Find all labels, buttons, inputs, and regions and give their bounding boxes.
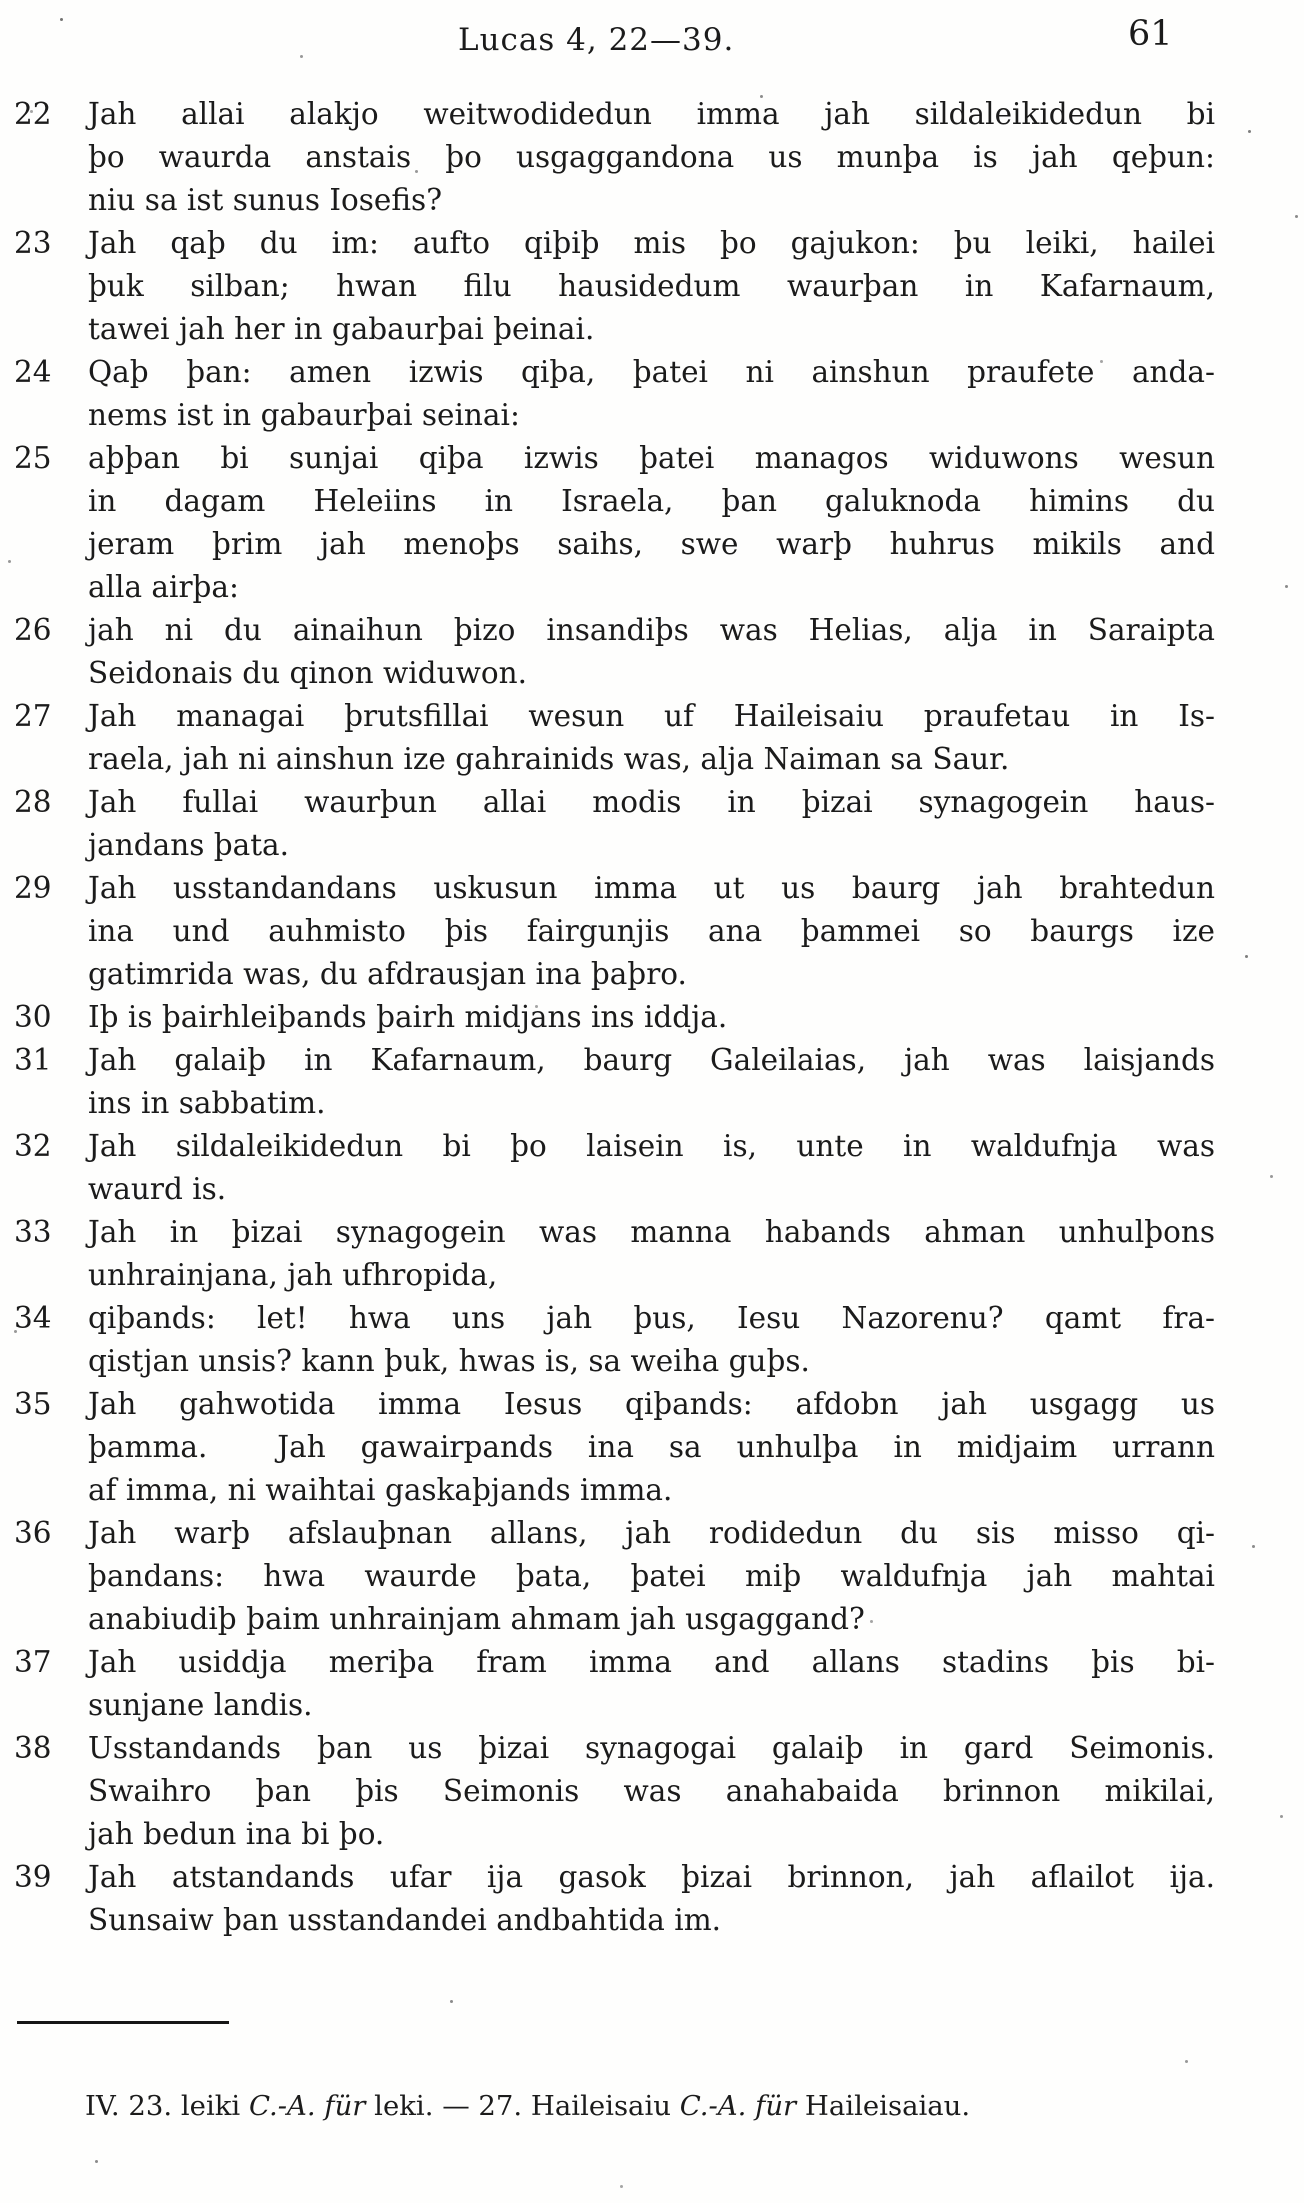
- verse-text: [88, 1297, 1215, 1383]
- verse-text: [88, 1641, 1215, 1727]
- verse-text: [88, 996, 1215, 1039]
- footnote-segment: Haileisaiau.: [796, 2090, 971, 2122]
- page-header: [0, 0, 1304, 90]
- verse-line: Jah allai alakjo weitwodidedun imma jah sildaleikidedun bi: [88, 97, 1215, 131]
- verse-line: niu sa ist sunus Iosefis?: [88, 183, 443, 217]
- verse-text: [88, 1125, 1215, 1211]
- verse-line: qistjan unsis? kann þuk, hwas is, sa weiha guþs.: [88, 1344, 810, 1378]
- verse-row: [14, 1039, 1215, 1125]
- verse-line: Sunsaiw þan usstandandei andbahtida im.: [88, 1903, 722, 1937]
- verse-number: 31: [14, 1043, 52, 1077]
- verse-line: gatimrida was, du afdrausjan ina þaþro.: [88, 957, 687, 991]
- verse-text: [88, 781, 1215, 867]
- verse-row: [14, 1297, 1215, 1383]
- verse-number: 37: [14, 1645, 52, 1679]
- verse-number: 36: [14, 1516, 52, 1550]
- verse-line: Jah sildaleikidedun bi þo laisein is, unte in waldufnja was: [88, 1129, 1215, 1163]
- verse-line: alla airþa:: [88, 570, 239, 604]
- page-number: 61: [1128, 14, 1173, 54]
- verse-line: Jah managai þrutsfillai wesun uf Haileisaiu praufetau in Is-: [88, 699, 1215, 733]
- verse-row: [14, 695, 1215, 781]
- verse-text: [88, 695, 1215, 781]
- verse-line: jah bedun ina bi þo.: [88, 1817, 385, 1851]
- verse-text: [88, 222, 1215, 351]
- verse-text: [88, 1856, 1215, 1942]
- verse-number: 27: [14, 699, 52, 733]
- verse-line: Qaþ þan: amen izwis qiþa, þatei ni ainshun praufete anda-: [88, 355, 1215, 389]
- verse-line: þandans: hwa waurde þata, þatei miþ waldufnja jah mahtai: [88, 1559, 1215, 1593]
- verse-line: Jah atstandands ufar ija gasok þizai brinnon, jah aflailot ija.: [88, 1860, 1215, 1894]
- verse-row: [14, 222, 1215, 351]
- verse-line: tawei jah her in gabaurþai þeinai.: [88, 312, 595, 346]
- verse-row: [14, 1727, 1215, 1856]
- footnote: [85, 2086, 1215, 2126]
- verse-line: jandans þata.: [88, 828, 290, 862]
- verse-text: [88, 609, 1215, 695]
- verse-text: [88, 351, 1215, 437]
- verse-line: waurd is.: [88, 1172, 227, 1206]
- footnote-segment: leki. — 27. Haileisaiu: [365, 2090, 680, 2122]
- footnote-segment-italic: C.-A. für: [248, 2090, 366, 2122]
- verse-text: [88, 867, 1215, 996]
- verse-row: [14, 1125, 1215, 1211]
- verse-line: anabiudiþ þaim unhrainjam ahmam jah usgaggand?: [88, 1602, 865, 1636]
- footnote-segment: IV. 23. leiki: [85, 2090, 249, 2122]
- verse-row: [14, 93, 1215, 222]
- verse-number: 32: [14, 1129, 52, 1163]
- verse-line: raela, jah ni ainshun ize gahrainids was, alja Naiman sa Saur.: [88, 742, 1010, 776]
- verse-number: 26: [14, 613, 52, 647]
- verse-row: [14, 1856, 1215, 1942]
- verse-line: þuk silban; hwan filu hausidedum waurþan in Kafarnaum,: [88, 269, 1215, 303]
- footnote-separator-rule: [17, 2021, 229, 2024]
- verse-line: ina und auhmisto þis fairgunjis ana þammei so baurgs ize: [88, 914, 1215, 948]
- verse-row: [14, 437, 1215, 609]
- verse-number: 28: [14, 785, 52, 819]
- verse-row: [14, 867, 1215, 996]
- verse-number: 30: [14, 1000, 52, 1034]
- footnote-segment-italic: C.-A. für: [679, 2090, 797, 2122]
- verse-line: sunjane landis.: [88, 1688, 313, 1722]
- verse-number: 25: [14, 441, 52, 475]
- verse-row: [14, 996, 1215, 1039]
- verse-number: 35: [14, 1387, 52, 1421]
- verse-row: [14, 609, 1215, 695]
- verse-text: [88, 1512, 1215, 1641]
- verse-list: [14, 93, 1215, 1942]
- verse-row: [14, 1641, 1215, 1727]
- verse-line: Jah in þizai synagogein was manna habands ahman unhulþons: [88, 1215, 1215, 1249]
- verse-text: [88, 1383, 1215, 1512]
- verse-number: 39: [14, 1860, 52, 1894]
- verse-line: Jah usiddja meriþa fram imma and allans stadins þis bi-: [88, 1645, 1215, 1679]
- verse-row: [14, 1512, 1215, 1641]
- verse-row: [14, 1211, 1215, 1297]
- verse-text: [88, 93, 1215, 222]
- verse-number: 33: [14, 1215, 52, 1249]
- verse-line: þo waurda anstais þo usgaggandona us munþa is jah qeþun:: [88, 140, 1215, 174]
- verse-number: 29: [14, 871, 52, 905]
- verse-row: [14, 781, 1215, 867]
- verse-number: 34: [14, 1301, 52, 1335]
- verse-line: ins in sabbatim.: [88, 1086, 326, 1120]
- verse-line: Jah warþ afslauþnan allans, jah rodidedun du sis misso qi-: [88, 1516, 1215, 1550]
- verse-number: 24: [14, 355, 52, 389]
- verse-line: Jah qaþ du im: aufto qiþiþ mis þo gajukon: þu leiki, hailei: [88, 226, 1215, 260]
- verse-text: [88, 1211, 1215, 1297]
- verse-line: qiþands: let! hwa uns jah þus, Iesu Nazorenu? qamt fra-: [88, 1301, 1215, 1335]
- verse-line: aþþan bi sunjai qiþa izwis þatei managos widuwons wesun: [88, 441, 1215, 475]
- verse-row: [14, 351, 1215, 437]
- verse-line: þamma. Jah gawairpands ina sa unhulþa in midjaim urrann: [88, 1430, 1215, 1464]
- verse-line: in dagam Heleiins in Israela, þan galuknoda himins du: [88, 484, 1215, 518]
- verse-line: jeram þrim jah menoþs saihs, swe warþ huhrus mikils and: [88, 527, 1215, 561]
- verse-number: 22: [14, 97, 52, 131]
- running-head-title: Lucas 4, 22—39.: [458, 22, 735, 58]
- verse-line: Usstandands þan us þizai synagogai galaiþ in gard Seimonis.: [88, 1731, 1215, 1765]
- verse-line: Seidonais du qinon widuwon.: [88, 656, 527, 690]
- verse-line: jah ni du ainaihun þizo insandiþs was Helias, alja in Saraipta: [88, 613, 1215, 647]
- verse-line: Jah usstandandans uskusun imma ut us baurg jah brahtedun: [88, 871, 1215, 905]
- verse-line: Swaihro þan þis Seimonis was anahabaida brinnon mikilai,: [88, 1774, 1215, 1808]
- verse-text: [88, 1727, 1215, 1856]
- verse-line: Jah fullai waurþun allai modis in þizai synagogein haus-: [88, 785, 1215, 819]
- verse-line: Jah gahwotida imma Iesus qiþands: afdobn jah usgagg us: [88, 1387, 1215, 1421]
- verse-number: 23: [14, 226, 52, 260]
- footnote-text: [85, 2090, 970, 2122]
- verse-line: Jah galaiþ in Kafarnaum, baurg Galeilaias, jah was laisjands: [88, 1043, 1215, 1077]
- verse-line: Iþ is þairhleiþands þairh midjans ins iddja.: [88, 1000, 728, 1034]
- verse-number: 38: [14, 1731, 52, 1765]
- verse-row: [14, 1383, 1215, 1512]
- verse-line: nems ist in gabaurþai seinai:: [88, 398, 520, 432]
- verse-line: unhrainjana, jah ufhropida,: [88, 1258, 498, 1292]
- verse-text: [88, 437, 1215, 609]
- verse-line: af imma, ni waihtai gaskaþjands imma.: [88, 1473, 673, 1507]
- verse-text: [88, 1039, 1215, 1125]
